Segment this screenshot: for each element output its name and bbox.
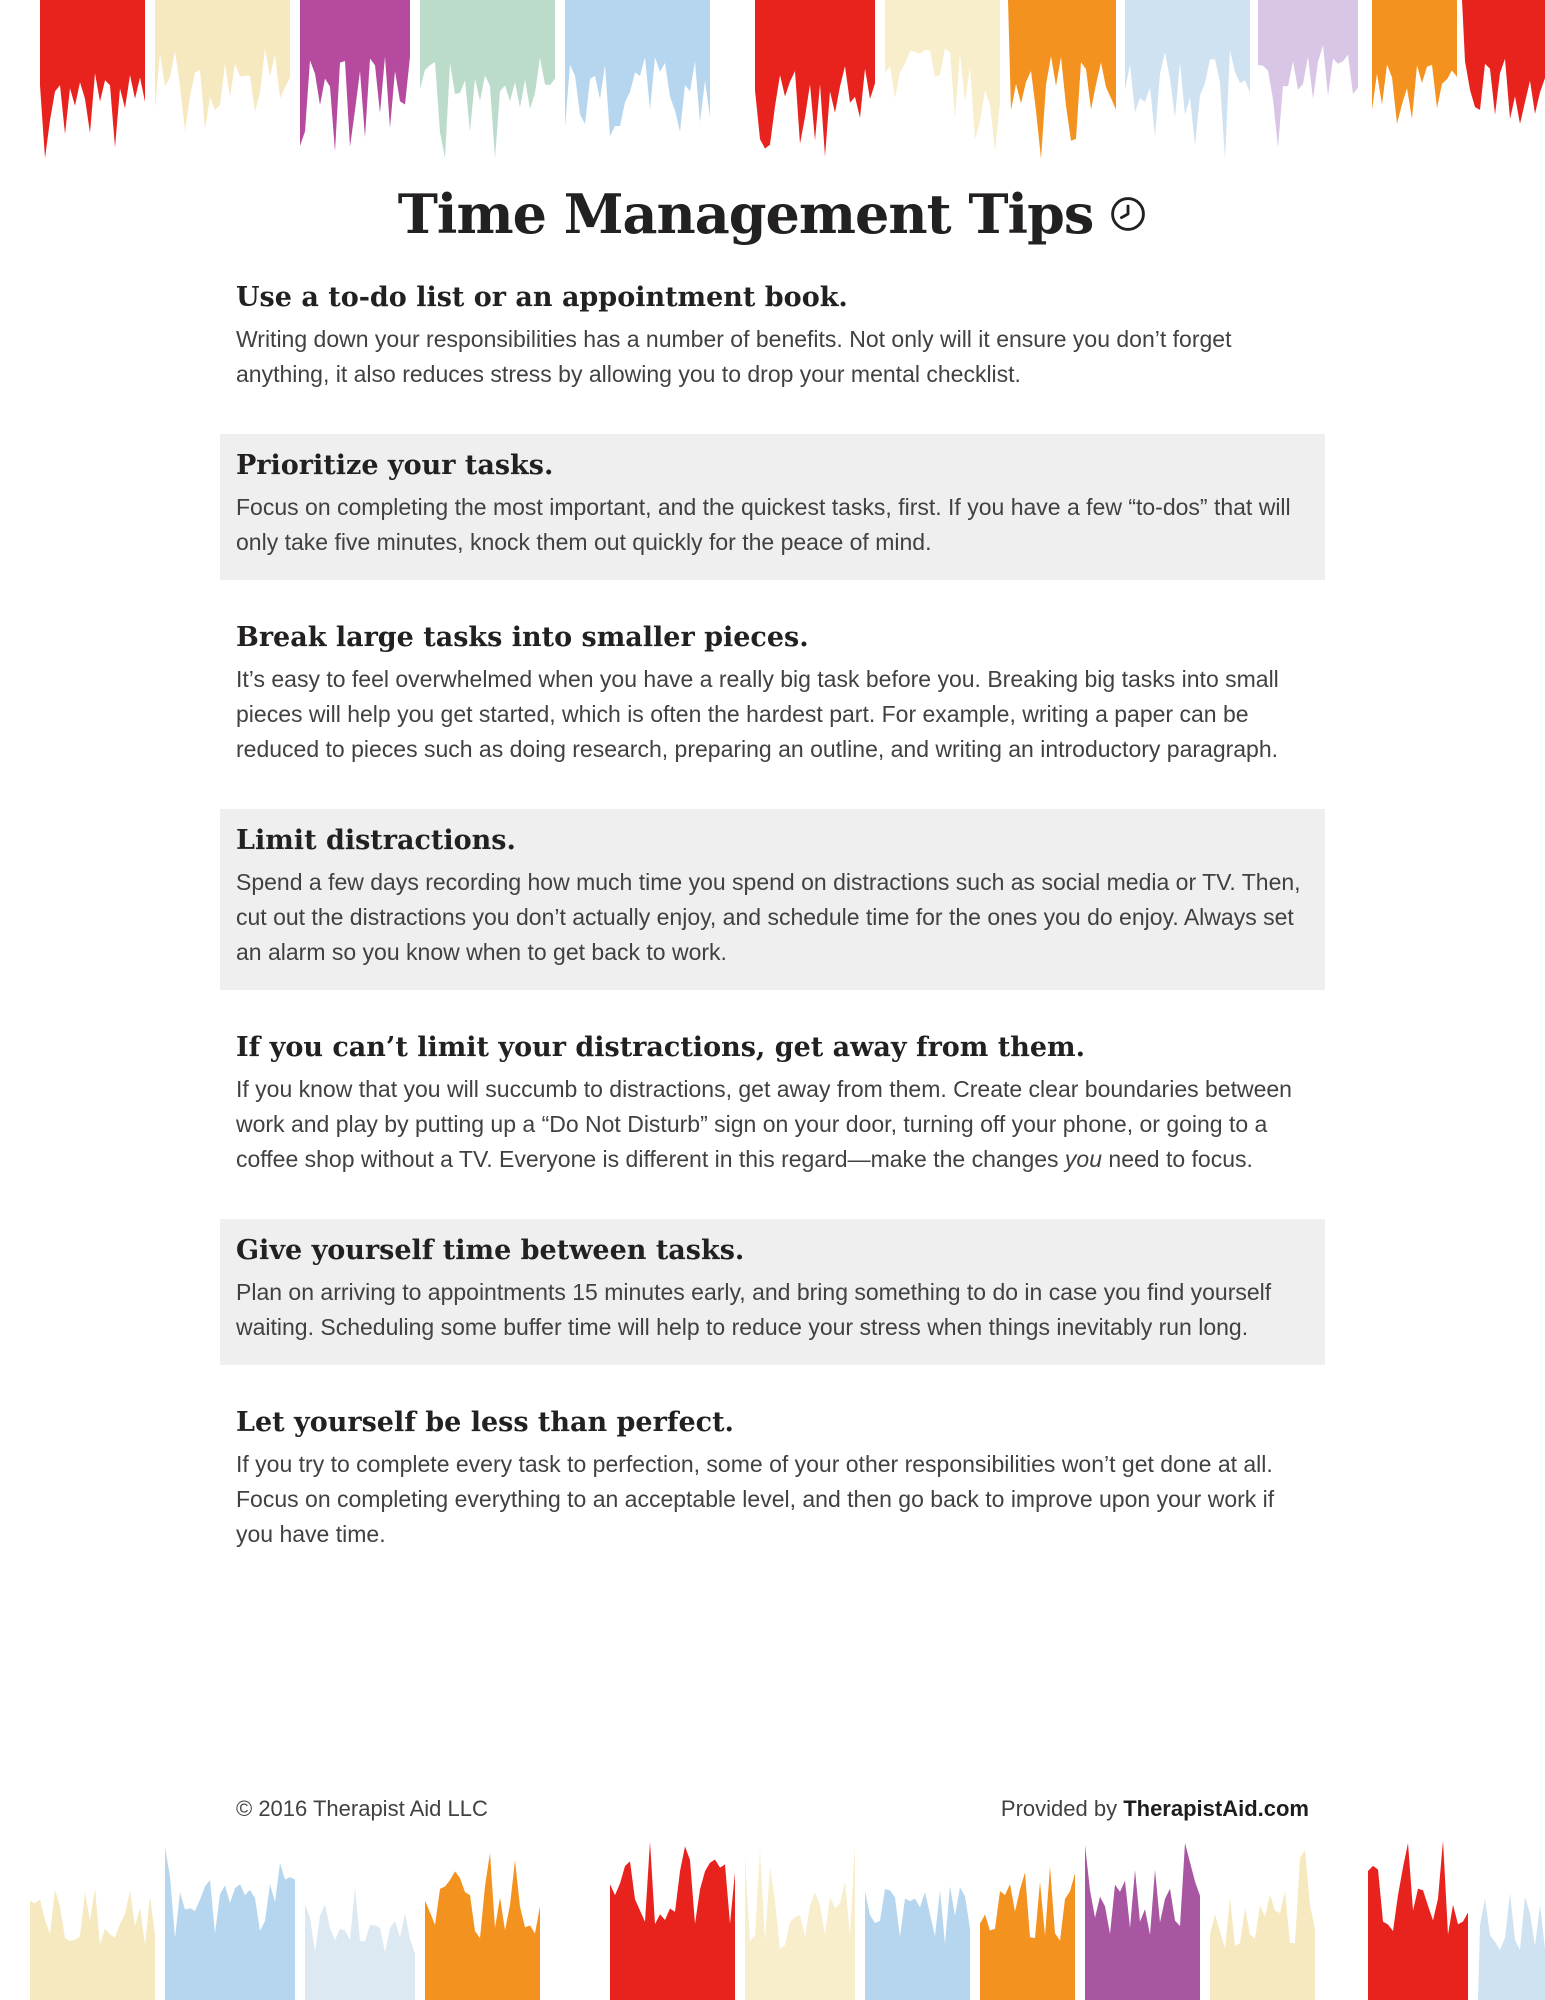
paint-drip <box>420 0 555 159</box>
paint-drip <box>1368 1840 1468 2000</box>
tip-section <box>220 809 1325 990</box>
tip-body: Focus on completing the most important, and the quickest tasks, first. If you have a few “to-dos” that will only take five minutes, knock them out quickly for the peace of mind. <box>236 494 1291 555</box>
page-title: Time Management Tips <box>397 182 1094 246</box>
tip-section <box>236 282 1309 392</box>
paint-drip <box>30 1888 155 2000</box>
content-column <box>0 160 1545 1840</box>
tip-heading: Give yourself time between tasks. <box>236 1235 745 1266</box>
provided-by-prefix: Provided by <box>1000 1796 1124 1821</box>
copyright-text: © 2016 Therapist Aid LLC <box>236 1796 488 1821</box>
paint-drip <box>1258 0 1358 147</box>
paint-drip <box>1462 0 1545 124</box>
tip-body: Spend a few days recording how much time you spend on distractions such as social media or TV. Then, cut out the distractions you don’t actually enjoy, and schedule time for the ones you do enjoy. Always set an alarm so you know when to get back to work. <box>236 869 1301 965</box>
paint-drip <box>980 1866 1075 2000</box>
tip-body: Plan on arriving to appointments 15 minutes early, and bring something to do in case you find yourself waiting. Scheduling some buffer time will help to reduce your stress when things inevitably run long. <box>236 1279 1272 1340</box>
paint-drip <box>565 0 710 136</box>
tip-heading: Break large tasks into smaller pieces. <box>236 622 809 653</box>
tips-list <box>236 282 1309 1594</box>
tip-section <box>220 1219 1325 1365</box>
tip-heading: Prioritize your tasks. <box>236 450 554 481</box>
paint-drip <box>885 0 1000 151</box>
paint-drip <box>1125 0 1250 159</box>
provided-by-text <box>1001 1796 1309 1822</box>
paint-drip <box>40 0 145 158</box>
footer <box>236 1796 1309 1840</box>
paint-drip <box>865 1886 970 2000</box>
paint-drip <box>155 0 290 131</box>
paint-drip <box>1085 1843 1200 2000</box>
tip-body: Writing down your responsibilities has a number of benefits. Not only will it ensure you don’t forget anything, it also reduces stress by allowing you to drop your mental checklist. <box>236 326 1232 387</box>
title-row <box>236 182 1309 246</box>
paint-drip <box>300 0 410 151</box>
paint-drip <box>745 1843 855 2000</box>
brand-link[interactable]: TherapistAid.com <box>1123 1796 1309 1821</box>
tip-section <box>236 622 1309 767</box>
paint-drip <box>755 0 875 157</box>
paint-drip <box>425 1853 540 2000</box>
paint-drip <box>1210 1850 1315 2000</box>
paint-drip <box>1478 1893 1545 2000</box>
top-paint-border <box>0 0 1545 160</box>
tip-heading: Let yourself be less than perfect. <box>236 1407 734 1438</box>
paint-drip <box>1008 0 1116 159</box>
tip-body: It’s easy to feel overwhelmed when you have a really big task before you. Breaking big tasks into small pieces will help you get started, which is often the hardest part. For example, writing a paper can be reduced to pieces such as doing research, preparing an outline, and writing an introductory paragraph. <box>236 666 1279 762</box>
clock-icon <box>1109 195 1147 233</box>
tip-section <box>220 434 1325 580</box>
paint-drip <box>610 1842 735 2000</box>
tip-heading: If you can’t limit your distractions, get away from them. <box>236 1032 1086 1063</box>
paint-drip <box>305 1887 415 2000</box>
paint-drip <box>165 1847 295 2000</box>
tip-body: If you try to complete every task to perfection, some of your other responsibilities won’t get done at all. Focus on completing everything to an acceptable level, and then go back to improve upon your work if you have time. <box>236 1451 1275 1547</box>
paint-drip <box>1372 0 1457 124</box>
tip-section <box>236 1032 1309 1177</box>
tip-body: If you know that you will succumb to distractions, get away from them. Create clear boundaries between work and play by putting up a “Do Not Disturb” sign on your door, turning off your phone, or going to a coffee shop without a TV. Everyone is different in this regard—make the changes you need to focus. <box>236 1076 1292 1172</box>
tip-heading: Limit distractions. <box>236 825 516 856</box>
tip-heading: Use a to-do list or an appointment book. <box>236 282 848 313</box>
bottom-paint-border <box>0 1840 1545 2000</box>
tip-section <box>236 1407 1309 1552</box>
